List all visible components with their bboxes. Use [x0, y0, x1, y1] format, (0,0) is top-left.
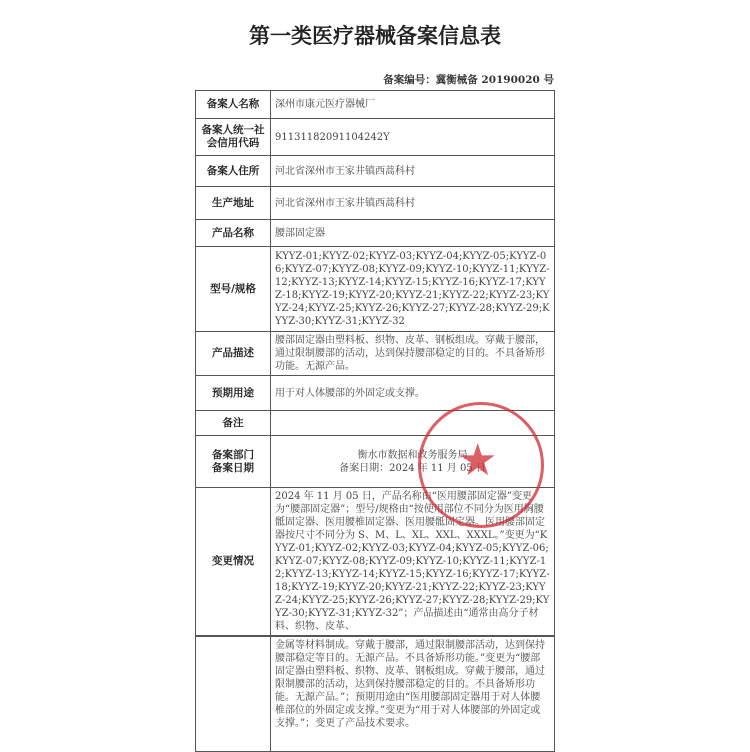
row-value [271, 411, 555, 436]
row-label: 备案人统一社会信用代码 [196, 119, 271, 156]
table-row [196, 488, 555, 636]
row-label [196, 436, 271, 488]
row-value: KYYZ-01;KYYZ-02;KYYZ-03;KYYZ-04;KYYZ-05;KYYZ-06;KYYZ-07;KYYZ-08;KYYZ-09;KYYZ-10;KYYZ-11;KYYZ-12;KYYZ-13;KYYZ-14;KYYZ-15;KYYZ-16;KYYZ-17;KYYZ-18;KYYZ-19;KYYZ-20;KYYZ-21;KYYZ-22;KYYZ-23;KYYZ-24;KYYZ-25;KYYZ-26;KYYZ-27;KYYZ-28;KYYZ-29;KYYZ-30;KYYZ-31;KYYZ-32 [271, 247, 555, 332]
table-row [196, 187, 555, 220]
row-value [271, 436, 555, 488]
record-table [195, 90, 555, 636]
row-value: 腰部固定器由塑料板、织物、皮革、钢板组成。穿戴于腰部，通过限制腰部的活动，达到保持腰部稳定的目的。不具备矫形功能。无源产品。 [271, 332, 555, 376]
page-title: 第一类医疗器械备案信息表 [249, 24, 501, 48]
row-value: 金属等材料制成。穿戴于腰部，通过限制腰部活动，达到保持腰部稳定等目的。无源产品。不具备矫形功能。”变更为“腰部固定器由塑料板、织物、皮革、钢板组成。穿戴于腰部，通过限制腰部的活动，达到保持腰部稳定的目的。不具备矫形功能。无源产品。”；预期用途由“医用腰部固定器用于对人体腰椎部位的外固定或支撑。”变更为“用于对人体腰部的外固定或支撑。”；变更了产品技术要求。 [271, 637, 555, 752]
table-row [196, 156, 555, 187]
record-table-continued [195, 636, 555, 752]
tables-container [195, 90, 555, 752]
row-value: 腰部固定器 [271, 220, 555, 247]
date-label: 备案日期 [212, 461, 254, 474]
row-label: 型号/规格 [196, 247, 271, 332]
row-label: 产品描述 [196, 332, 271, 376]
row-label: 生产地址 [196, 187, 271, 220]
star-icon: ★ [458, 435, 498, 486]
table-row [196, 436, 555, 488]
row-value: 河北省深州市王家井镇西蒿科村 [271, 156, 555, 187]
record-date: 备案日期：2024 年 11 月 05 日 [339, 462, 486, 474]
table-row [196, 247, 555, 332]
table-row [196, 332, 555, 376]
row-value: 91131182091104242Y [271, 119, 555, 156]
table-row [196, 119, 555, 156]
row-label [196, 637, 271, 752]
row-label: 预期用途 [196, 376, 271, 411]
row-value: 2024 年 11 月 05 日，产品名称由“医用腰部固定器”变更为“腰部固定器”；型号/规格由“按使用部位不同分为医用胸腰骶固定器、医用腰椎固定器、医用腰骶固定器。医用腰部固定器按尺寸不同分为 S、M、L、XL、XXL、XXXL。”变更为“KYYZ-01;KYYZ-02;KYYZ-03;KYYZ-04;KYYZ-05;KYYZ-06;KYYZ-07;KYYZ-08;KYYZ-09;KYYZ-10;KYYZ-11;KYYZ-12;KYYZ-13;KYYZ-14;KYYZ-15;KYYZ-16;KYYZ-17;KYYZ-18;KYYZ-19;KYYZ-20;KYYZ-21;KYYZ-22;KYYZ-23;KYYZ-24;KYYZ-25;KYYZ-26;KYYZ-27;KYYZ-28;KYYZ-29;KYYZ-30;KYYZ-31;KYYZ-32”；产品描述由“通常由高分子材料、织物、皮革、 [271, 488, 555, 636]
row-value: 深州市康元医疗器械厂 [271, 91, 555, 119]
dept-name: 衡水市数据和政务服务局 [357, 449, 468, 461]
table-row [196, 637, 555, 752]
row-label: 产品名称 [196, 220, 271, 247]
row-value: 河北省深州市王家井镇西蒿科村 [271, 187, 555, 220]
table-row [196, 411, 555, 436]
row-label: 变更情况 [196, 488, 271, 636]
row-value: 用于对人体腰部的外固定或支撑。 [271, 376, 555, 411]
table-row [196, 220, 555, 247]
table-row [196, 376, 555, 411]
table-row [196, 91, 555, 119]
row-label: 备注 [196, 411, 271, 436]
dept-label: 备案部门 [212, 448, 254, 461]
row-label: 备案人名称 [196, 91, 271, 119]
record-number: 备案编号：冀衡械备 20190020 号 [383, 74, 554, 86]
row-label: 备案人住所 [196, 156, 271, 187]
